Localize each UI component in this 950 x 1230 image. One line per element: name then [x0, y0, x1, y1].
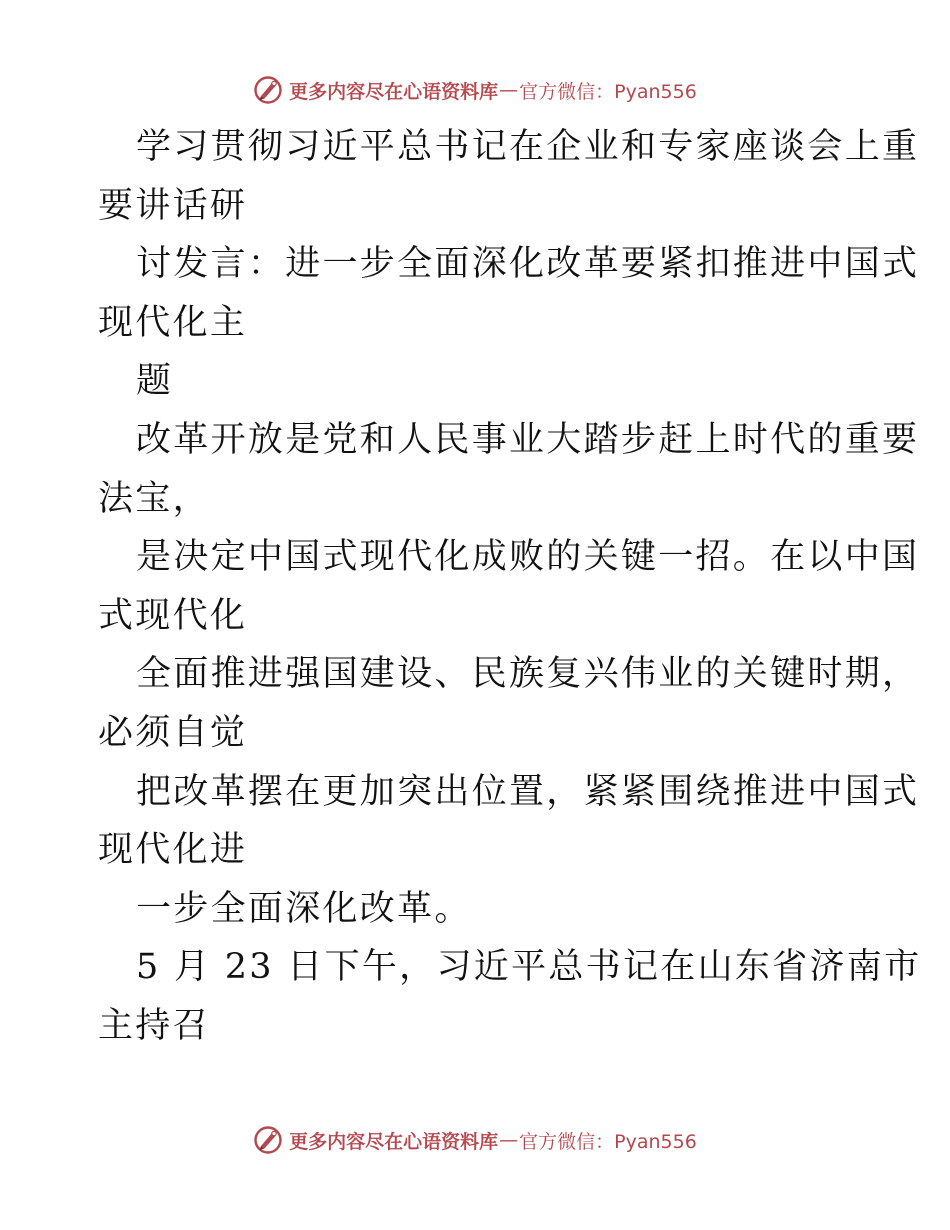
body-text-line: 全面推进强国建设、民族复兴伟业的关键时期， — [136, 654, 920, 695]
body-text-line: 把改革摆在更加突出位置，紧紧围绕推进中国式 — [136, 771, 920, 812]
body-text-line: 改革开放是党和人民事业大踏步赶上时代的重要 — [136, 419, 920, 460]
body-text-line: 必须自觉 — [98, 712, 248, 753]
body-text-line: 5 月 23 日下午，习近平总书记在山东省济南市 — [136, 947, 922, 988]
banner-wechat-contact: 官方微信：Pyan556 — [519, 80, 697, 103]
banner-main-text: 更多内容尽在心语资料库 — [289, 1130, 499, 1153]
document-body — [98, 118, 922, 1056]
banner-dash: — — [499, 1129, 519, 1151]
footer-watermark-banner — [0, 1122, 950, 1158]
body-text-line: 主持召 — [98, 1005, 210, 1046]
body-text-line: 学习贯彻习近平总书记在企业和专家座谈会上重 — [136, 127, 920, 167]
banner-main-text: 更多内容尽在心语资料库 — [289, 80, 499, 103]
header-watermark-banner — [0, 72, 950, 108]
body-text-line: 要讲话研 — [98, 185, 248, 226]
pen-logo-icon — [253, 75, 283, 105]
body-text-line: 法宝， — [98, 478, 210, 519]
body-text-line: 现代化主 — [98, 302, 248, 343]
body-text-line: 题 — [136, 361, 174, 402]
body-text-line: 一步全面深化改革。 — [136, 888, 472, 929]
pen-logo-icon — [253, 1125, 283, 1155]
body-text-line: 式现代化 — [98, 595, 248, 636]
body-text-line: 现代化进 — [98, 830, 248, 871]
body-text-line: 讨发言：进一步全面深化改革要紧扣推进中国式 — [136, 244, 920, 285]
banner-dash: — — [499, 79, 519, 101]
banner-wechat-contact: 官方微信：Pyan556 — [519, 1130, 697, 1153]
body-text-line: 是决定中国式现代化成败的关键一招。在以中国 — [136, 537, 920, 578]
